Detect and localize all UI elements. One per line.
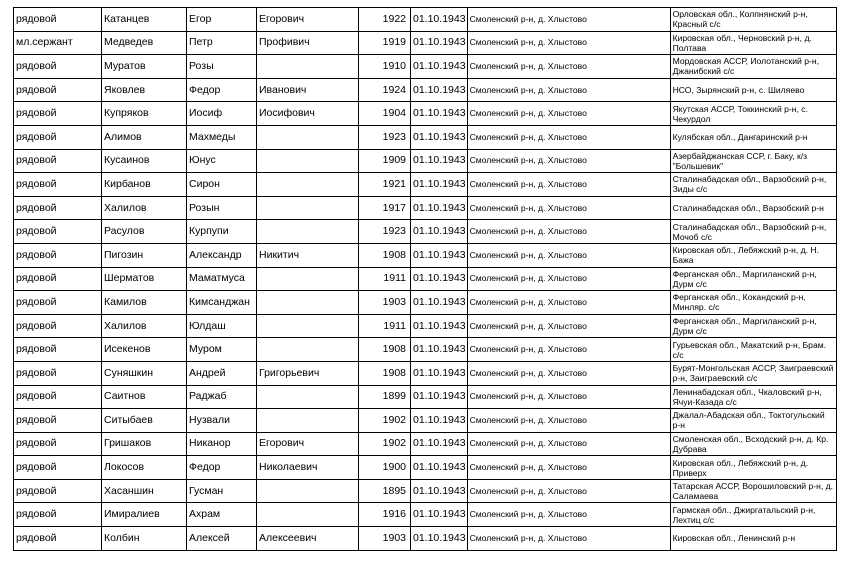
surname-cell: Медведев bbox=[102, 31, 187, 55]
burial-place-cell: Смоленский р-н, д. Хлыстово bbox=[467, 361, 670, 385]
first-name-cell: Юнус bbox=[187, 149, 257, 173]
burial-place-cell: Смоленский р-н, д. Хлыстово bbox=[467, 8, 670, 32]
first-name-cell: Александр bbox=[187, 243, 257, 267]
rank-cell: рядовой bbox=[14, 102, 102, 126]
patronymic-cell: Николаевич bbox=[257, 456, 359, 480]
patronymic-cell bbox=[257, 267, 359, 291]
table-row bbox=[14, 220, 837, 244]
death-date-cell: 01.10.1943 bbox=[411, 503, 468, 527]
death-date-cell: 01.10.1943 bbox=[411, 55, 468, 79]
rank-cell: рядовой bbox=[14, 267, 102, 291]
first-name-cell: Иосиф bbox=[187, 102, 257, 126]
birth-year-cell: 1909 bbox=[359, 149, 411, 173]
death-date-cell: 01.10.1943 bbox=[411, 102, 468, 126]
birth-year-cell: 1902 bbox=[359, 409, 411, 433]
death-date-cell: 01.10.1943 bbox=[411, 8, 468, 32]
burial-place-cell: Смоленский р-н, д. Хлыстово bbox=[467, 125, 670, 149]
burial-place-cell: Смоленский р-н, д. Хлыстово bbox=[467, 220, 670, 244]
origin-cell: Орловская обл., Колпнянский р-н, Красный с/с bbox=[670, 8, 836, 32]
table-row bbox=[14, 125, 837, 149]
first-name-cell: Егор bbox=[187, 8, 257, 32]
death-date-cell: 01.10.1943 bbox=[411, 314, 468, 338]
death-date-cell: 01.10.1943 bbox=[411, 243, 468, 267]
origin-cell: НСО, Зырянский р-н, с. Шиляево bbox=[670, 78, 836, 102]
rank-cell: рядовой bbox=[14, 173, 102, 197]
patronymic-cell bbox=[257, 125, 359, 149]
table-row bbox=[14, 409, 837, 433]
table-row bbox=[14, 267, 837, 291]
rank-cell: рядовой bbox=[14, 503, 102, 527]
burial-place-cell: Смоленский р-н, д. Хлыстово bbox=[467, 291, 670, 315]
first-name-cell: Федор bbox=[187, 78, 257, 102]
birth-year-cell: 1904 bbox=[359, 102, 411, 126]
first-name-cell: Розын bbox=[187, 196, 257, 220]
death-date-cell: 01.10.1943 bbox=[411, 361, 468, 385]
rank-cell: рядовой bbox=[14, 243, 102, 267]
surname-cell: Муратов bbox=[102, 55, 187, 79]
origin-cell: Ленинабадская обл., Чкаловский р-н, Ячуи-Казада с/с bbox=[670, 385, 836, 409]
burial-place-cell: Смоленский р-н, д. Хлыстово bbox=[467, 149, 670, 173]
origin-cell: Ферганская обл., Кокандский р-н, Минляр. с/с bbox=[670, 291, 836, 315]
birth-year-cell: 1903 bbox=[359, 527, 411, 551]
burial-place-cell: Смоленский р-н, д. Хлыстово bbox=[467, 243, 670, 267]
rank-cell: рядовой bbox=[14, 361, 102, 385]
birth-year-cell: 1923 bbox=[359, 220, 411, 244]
table-row bbox=[14, 432, 837, 456]
surname-cell: Купряков bbox=[102, 102, 187, 126]
rank-cell: рядовой bbox=[14, 125, 102, 149]
rank-cell: рядовой bbox=[14, 385, 102, 409]
origin-cell: Сталинабадская обл., Варзобский р-н bbox=[670, 196, 836, 220]
surname-cell: Халилов bbox=[102, 196, 187, 220]
origin-cell: Ферганская обл., Маргиланский р-н, Дурм с/с bbox=[670, 314, 836, 338]
burial-place-cell: Смоленский р-н, д. Хлыстово bbox=[467, 196, 670, 220]
origin-cell: Сталинабадская обл., Варзобский р-н, Мочоб с/с bbox=[670, 220, 836, 244]
burial-place-cell: Смоленский р-н, д. Хлыстово bbox=[467, 78, 670, 102]
patronymic-cell: Иосифович bbox=[257, 102, 359, 126]
origin-cell: Бурят-Монгольская АССР, Заиграевский р-н, Заиграевский с/с bbox=[670, 361, 836, 385]
patronymic-cell bbox=[257, 385, 359, 409]
death-date-cell: 01.10.1943 bbox=[411, 527, 468, 551]
patronymic-cell: Григорьевич bbox=[257, 361, 359, 385]
origin-cell: Гармская обл., Джиргатальский р-н, Лехтиц с/с bbox=[670, 503, 836, 527]
birth-year-cell: 1919 bbox=[359, 31, 411, 55]
birth-year-cell: 1917 bbox=[359, 196, 411, 220]
table-row bbox=[14, 503, 837, 527]
death-date-cell: 01.10.1943 bbox=[411, 31, 468, 55]
patronymic-cell bbox=[257, 479, 359, 503]
first-name-cell: Раджаб bbox=[187, 385, 257, 409]
table-row bbox=[14, 78, 837, 102]
patronymic-cell bbox=[257, 173, 359, 197]
origin-cell: Мордовская АССР, Иолотанский р-н, Джанибский с/с bbox=[670, 55, 836, 79]
surname-cell: Камилов bbox=[102, 291, 187, 315]
first-name-cell: Алексей bbox=[187, 527, 257, 551]
burial-place-cell: Смоленский р-н, д. Хлыстово bbox=[467, 409, 670, 433]
burial-place-cell: Смоленский р-н, д. Хлыстово bbox=[467, 527, 670, 551]
table-row bbox=[14, 361, 837, 385]
rank-cell: мл.сержант bbox=[14, 31, 102, 55]
rank-cell: рядовой bbox=[14, 338, 102, 362]
death-date-cell: 01.10.1943 bbox=[411, 432, 468, 456]
rank-cell: рядовой bbox=[14, 220, 102, 244]
surname-cell: Кирбанов bbox=[102, 173, 187, 197]
surname-cell: Саитнов bbox=[102, 385, 187, 409]
patronymic-cell bbox=[257, 196, 359, 220]
origin-cell: Азербайджанская ССР, г. Баку, к/з "Большевик" bbox=[670, 149, 836, 173]
origin-cell: Сталинабадская обл., Варзобский р-н, Зиды с/с bbox=[670, 173, 836, 197]
surname-cell: Халилов bbox=[102, 314, 187, 338]
birth-year-cell: 1895 bbox=[359, 479, 411, 503]
surname-cell: Катанцев bbox=[102, 8, 187, 32]
first-name-cell: Юлдаш bbox=[187, 314, 257, 338]
rank-cell: рядовой bbox=[14, 432, 102, 456]
patronymic-cell bbox=[257, 55, 359, 79]
first-name-cell: Федор bbox=[187, 456, 257, 480]
table-row bbox=[14, 196, 837, 220]
death-date-cell: 01.10.1943 bbox=[411, 196, 468, 220]
rank-cell: рядовой bbox=[14, 456, 102, 480]
surname-cell: Яковлев bbox=[102, 78, 187, 102]
patronymic-cell: Иванович bbox=[257, 78, 359, 102]
surname-cell: Имиралиев bbox=[102, 503, 187, 527]
surname-cell: Локосов bbox=[102, 456, 187, 480]
table-row bbox=[14, 291, 837, 315]
patronymic-cell: Егорович bbox=[257, 8, 359, 32]
table-row bbox=[14, 173, 837, 197]
table-row bbox=[14, 527, 837, 551]
burial-place-cell: Смоленский р-н, д. Хлыстово bbox=[467, 31, 670, 55]
table-row bbox=[14, 338, 837, 362]
first-name-cell: Сирон bbox=[187, 173, 257, 197]
surname-cell: Кусаинов bbox=[102, 149, 187, 173]
rank-cell: рядовой bbox=[14, 314, 102, 338]
birth-year-cell: 1923 bbox=[359, 125, 411, 149]
origin-cell: Смоленская обл., Всходский р-н, д. Кр. Дубрава bbox=[670, 432, 836, 456]
birth-year-cell: 1900 bbox=[359, 456, 411, 480]
birth-year-cell: 1911 bbox=[359, 314, 411, 338]
birth-year-cell: 1908 bbox=[359, 243, 411, 267]
burial-place-cell: Смоленский р-н, д. Хлыстово bbox=[467, 503, 670, 527]
table-row bbox=[14, 31, 837, 55]
burial-place-cell: Смоленский р-н, д. Хлыстово bbox=[467, 173, 670, 197]
patronymic-cell: Никитич bbox=[257, 243, 359, 267]
burial-place-cell: Смоленский р-н, д. Хлыстово bbox=[467, 479, 670, 503]
burial-list-table bbox=[13, 7, 837, 551]
origin-cell: Татарская АССР, Ворошиловский р-н, д. Саламаева bbox=[670, 479, 836, 503]
birth-year-cell: 1924 bbox=[359, 78, 411, 102]
table-body bbox=[14, 8, 837, 551]
death-date-cell: 01.10.1943 bbox=[411, 338, 468, 362]
origin-cell: Ферганская обл., Маргиланский р-н, Дурм с/с bbox=[670, 267, 836, 291]
patronymic-cell bbox=[257, 220, 359, 244]
patronymic-cell bbox=[257, 291, 359, 315]
patronymic-cell: Профивич bbox=[257, 31, 359, 55]
birth-year-cell: 1908 bbox=[359, 338, 411, 362]
table-row bbox=[14, 55, 837, 79]
burial-place-cell: Смоленский р-н, д. Хлыстово bbox=[467, 385, 670, 409]
table-row bbox=[14, 8, 837, 32]
origin-cell: Кировская обл., Лебяжский р-н, д. Н. Бажа bbox=[670, 243, 836, 267]
rank-cell: рядовой bbox=[14, 479, 102, 503]
table-row bbox=[14, 243, 837, 267]
death-date-cell: 01.10.1943 bbox=[411, 291, 468, 315]
first-name-cell: Петр bbox=[187, 31, 257, 55]
surname-cell: Ситыбаев bbox=[102, 409, 187, 433]
patronymic-cell: Алексеевич bbox=[257, 527, 359, 551]
first-name-cell: Гусман bbox=[187, 479, 257, 503]
rank-cell: рядовой bbox=[14, 527, 102, 551]
birth-year-cell: 1916 bbox=[359, 503, 411, 527]
death-date-cell: 01.10.1943 bbox=[411, 479, 468, 503]
death-date-cell: 01.10.1943 bbox=[411, 173, 468, 197]
surname-cell: Пигозин bbox=[102, 243, 187, 267]
burial-place-cell: Смоленский р-н, д. Хлыстово bbox=[467, 338, 670, 362]
surname-cell: Гришаков bbox=[102, 432, 187, 456]
table-row bbox=[14, 456, 837, 480]
rank-cell: рядовой bbox=[14, 291, 102, 315]
rank-cell: рядовой bbox=[14, 55, 102, 79]
first-name-cell: Нузвали bbox=[187, 409, 257, 433]
first-name-cell: Махмеды bbox=[187, 125, 257, 149]
death-date-cell: 01.10.1943 bbox=[411, 456, 468, 480]
birth-year-cell: 1921 bbox=[359, 173, 411, 197]
burial-place-cell: Смоленский р-н, д. Хлыстово bbox=[467, 432, 670, 456]
first-name-cell: Розы bbox=[187, 55, 257, 79]
burial-place-cell: Смоленский р-н, д. Хлыстово bbox=[467, 456, 670, 480]
birth-year-cell: 1899 bbox=[359, 385, 411, 409]
surname-cell: Алимов bbox=[102, 125, 187, 149]
birth-year-cell: 1908 bbox=[359, 361, 411, 385]
first-name-cell: Муром bbox=[187, 338, 257, 362]
patronymic-cell bbox=[257, 314, 359, 338]
origin-cell: Гурьевская обл., Макатский р-н, Брам. с/с bbox=[670, 338, 836, 362]
origin-cell: Кировская обл., Лебяжский р-н, д. Приверх bbox=[670, 456, 836, 480]
patronymic-cell bbox=[257, 503, 359, 527]
death-date-cell: 01.10.1943 bbox=[411, 409, 468, 433]
death-date-cell: 01.10.1943 bbox=[411, 220, 468, 244]
first-name-cell: Маматмуса bbox=[187, 267, 257, 291]
table-row bbox=[14, 479, 837, 503]
surname-cell: Шерматов bbox=[102, 267, 187, 291]
first-name-cell: Курпупи bbox=[187, 220, 257, 244]
first-name-cell: Никанор bbox=[187, 432, 257, 456]
rank-cell: рядовой bbox=[14, 196, 102, 220]
birth-year-cell: 1903 bbox=[359, 291, 411, 315]
origin-cell: Кировская обл., Ленинский р-н bbox=[670, 527, 836, 551]
death-date-cell: 01.10.1943 bbox=[411, 385, 468, 409]
origin-cell: Кировская обл., Черновский р-н, д. Полтава bbox=[670, 31, 836, 55]
burial-place-cell: Смоленский р-н, д. Хлыстово bbox=[467, 267, 670, 291]
birth-year-cell: 1922 bbox=[359, 8, 411, 32]
surname-cell: Хасаншин bbox=[102, 479, 187, 503]
first-name-cell: Ахрам bbox=[187, 503, 257, 527]
patronymic-cell: Егорович bbox=[257, 432, 359, 456]
death-date-cell: 01.10.1943 bbox=[411, 149, 468, 173]
first-name-cell: Кимсанджан bbox=[187, 291, 257, 315]
patronymic-cell bbox=[257, 338, 359, 362]
surname-cell: Колбин bbox=[102, 527, 187, 551]
death-date-cell: 01.10.1943 bbox=[411, 78, 468, 102]
death-date-cell: 01.10.1943 bbox=[411, 267, 468, 291]
patronymic-cell bbox=[257, 149, 359, 173]
patronymic-cell bbox=[257, 409, 359, 433]
origin-cell: Джалал-Абадская обл., Токтогульский р-н bbox=[670, 409, 836, 433]
death-date-cell: 01.10.1943 bbox=[411, 125, 468, 149]
surname-cell: Исекенов bbox=[102, 338, 187, 362]
surname-cell: Расулов bbox=[102, 220, 187, 244]
rank-cell: рядовой bbox=[14, 409, 102, 433]
table-row bbox=[14, 314, 837, 338]
birth-year-cell: 1910 bbox=[359, 55, 411, 79]
burial-place-cell: Смоленский р-н, д. Хлыстово bbox=[467, 55, 670, 79]
table-row bbox=[14, 102, 837, 126]
origin-cell: Якутская АССР, Токкинский р-н, с. Чекурдол bbox=[670, 102, 836, 126]
first-name-cell: Андрей bbox=[187, 361, 257, 385]
surname-cell: Суняшкин bbox=[102, 361, 187, 385]
rank-cell: рядовой bbox=[14, 149, 102, 173]
birth-year-cell: 1911 bbox=[359, 267, 411, 291]
origin-cell: Кулябская обл., Дангаринский р-н bbox=[670, 125, 836, 149]
rank-cell: рядовой bbox=[14, 8, 102, 32]
burial-place-cell: Смоленский р-н, д. Хлыстово bbox=[467, 102, 670, 126]
birth-year-cell: 1902 bbox=[359, 432, 411, 456]
rank-cell: рядовой bbox=[14, 78, 102, 102]
burial-place-cell: Смоленский р-н, д. Хлыстово bbox=[467, 314, 670, 338]
table-row bbox=[14, 149, 837, 173]
table-row bbox=[14, 385, 837, 409]
